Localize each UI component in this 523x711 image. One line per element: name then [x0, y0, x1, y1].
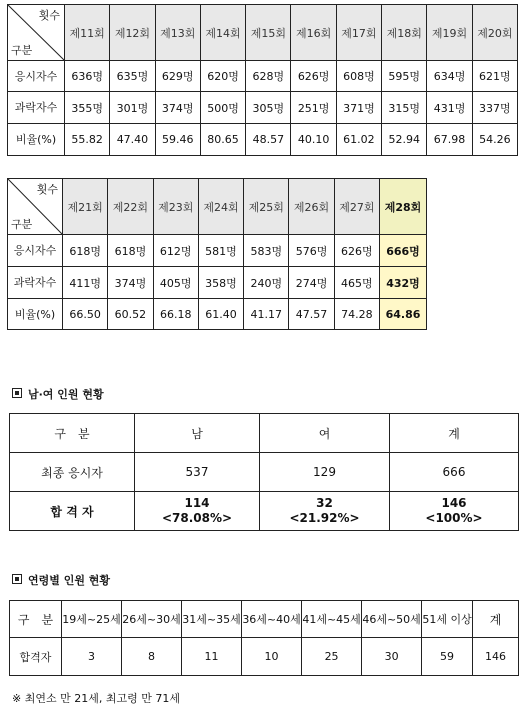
table-cell: 355명: [65, 92, 110, 124]
footnote: ※ 최연소 만 21세, 최고령 만 71세: [12, 692, 180, 705]
cell-percent: <21.92%>: [289, 511, 360, 525]
row-label: 합 격 자: [10, 492, 135, 531]
table-corner-cell: [8, 5, 65, 61]
table-cell: 465명: [334, 267, 379, 299]
table-cell: 500명: [200, 92, 245, 124]
table-cell: 618명: [108, 235, 153, 267]
table-cell: 636명: [65, 61, 110, 92]
column-header: 제14회: [200, 5, 245, 61]
row-label: 과락자수: [8, 267, 63, 299]
table-cell-highlight: 64.86: [379, 299, 426, 330]
table-cell: 30: [362, 638, 422, 676]
table-cell: 337명: [472, 92, 517, 124]
gender-section-title-text: 남·여 인원 현황: [28, 388, 104, 401]
row-label: 과락자수: [8, 92, 65, 124]
column-header: 제21회: [63, 179, 108, 235]
age-section-title-text: 연령별 인원 현황: [28, 574, 111, 587]
table-cell: 240명: [244, 267, 289, 299]
column-header-highlight: 제28회: [379, 179, 426, 235]
table-cell: 608명: [336, 61, 381, 92]
table-cell: [135, 492, 260, 531]
table-corner-cell: [8, 179, 63, 235]
column-header: 계: [473, 601, 519, 638]
table-row: [8, 124, 518, 156]
column-header: 구 분: [10, 601, 62, 638]
table-cell: 60.52: [108, 299, 153, 330]
row-label: 최종 응시자: [10, 453, 135, 492]
column-header: 제19회: [427, 5, 472, 61]
table-row: [10, 492, 519, 531]
column-header: 51세 이상: [422, 601, 473, 638]
cell-value: 32: [316, 496, 333, 510]
table-cell: 626명: [291, 61, 336, 92]
column-header: 19세~25세: [62, 601, 122, 638]
cell-value: 146: [441, 496, 467, 510]
table-cell: 40.10: [291, 124, 336, 156]
table-cell: 67.98: [427, 124, 472, 156]
table-cell: 618명: [63, 235, 108, 267]
column-header: 남: [135, 414, 260, 453]
corner-bottom-label: 구분: [11, 218, 33, 231]
table-cell: 405명: [153, 267, 198, 299]
table-cell: 80.65: [200, 124, 245, 156]
table-cell: 52.94: [382, 124, 427, 156]
column-header: 41세~45세: [302, 601, 362, 638]
table-cell: 628명: [246, 61, 291, 92]
table-row: [10, 638, 519, 676]
corner-bottom-label: 구분: [11, 44, 33, 57]
table-cell: 583명: [244, 235, 289, 267]
table-cell: 41.17: [244, 299, 289, 330]
age-table: [9, 600, 519, 676]
table-cell: 629명: [155, 61, 200, 92]
column-header: 제22회: [108, 179, 153, 235]
table-cell: 305명: [246, 92, 291, 124]
table-cell: 66.18: [153, 299, 198, 330]
table-cell: 129: [260, 453, 390, 492]
table-cell: 59.46: [155, 124, 200, 156]
column-header: 제26회: [289, 179, 334, 235]
table-cell: 10: [242, 638, 302, 676]
table-cell: 374명: [155, 92, 200, 124]
table-cell: 61.02: [336, 124, 381, 156]
table-row: [10, 453, 519, 492]
column-header: 여: [260, 414, 390, 453]
table-cell: 54.26: [472, 124, 517, 156]
column-header: 36세~40세: [242, 601, 302, 638]
table-cell: 411명: [63, 267, 108, 299]
table-cell: 66.50: [63, 299, 108, 330]
table-cell: 59: [422, 638, 473, 676]
table-row: [8, 267, 427, 299]
table-cell: 371명: [336, 92, 381, 124]
cell-percent: <78.08%>: [161, 511, 233, 525]
table-cell: 626명: [334, 235, 379, 267]
table-cell: 666: [390, 453, 519, 492]
table-cell: 47.40: [110, 124, 155, 156]
table-cell: 621명: [472, 61, 517, 92]
table-cell: 635명: [110, 61, 155, 92]
table-cell: 47.57: [289, 299, 334, 330]
exam-stats-table-1: [7, 4, 518, 156]
row-label: 응시자수: [8, 235, 63, 267]
column-header: 제12회: [110, 5, 155, 61]
table-cell: [260, 492, 390, 531]
table-cell: 61.40: [198, 299, 243, 330]
row-label: 응시자수: [8, 61, 65, 92]
corner-top-label: 횟수: [38, 9, 60, 22]
row-label: 합격자: [10, 638, 62, 676]
corner-top-label: 횟수: [36, 183, 58, 196]
column-header: 제11회: [65, 5, 110, 61]
table-cell: 274명: [289, 267, 334, 299]
column-header: 제24회: [198, 179, 243, 235]
cell-percent: <100%>: [425, 511, 483, 525]
table-cell: 634명: [427, 61, 472, 92]
column-header: 제20회: [472, 5, 517, 61]
table-cell-highlight: 666명: [379, 235, 426, 267]
column-header: 제17회: [336, 5, 381, 61]
table-row: [8, 299, 427, 330]
column-header: 계: [390, 414, 519, 453]
table-cell: 48.57: [246, 124, 291, 156]
row-label: 비율(%): [8, 299, 63, 330]
table-cell: 11: [182, 638, 242, 676]
table-cell: 581명: [198, 235, 243, 267]
table-cell: [390, 492, 519, 531]
table-cell: 358명: [198, 267, 243, 299]
column-header: 31세~35세: [182, 601, 242, 638]
age-section-title: [12, 572, 110, 588]
gender-table: [9, 413, 519, 531]
table-cell: 251명: [291, 92, 336, 124]
table-cell: 55.82: [65, 124, 110, 156]
table-cell: 74.28: [334, 299, 379, 330]
gender-section-title: [12, 386, 104, 402]
table-cell: 620명: [200, 61, 245, 92]
row-label: 비율(%): [8, 124, 65, 156]
table-cell: 595명: [382, 61, 427, 92]
table-cell: 3: [62, 638, 122, 676]
table-cell: 315명: [382, 92, 427, 124]
table-cell: 576명: [289, 235, 334, 267]
table-row: [10, 414, 519, 453]
column-header: 제18회: [382, 5, 427, 61]
table-cell: 537: [135, 453, 260, 492]
column-header: 구 분: [10, 414, 135, 453]
column-header: 제23회: [153, 179, 198, 235]
table-cell: 612명: [153, 235, 198, 267]
column-header: 제16회: [291, 5, 336, 61]
square-bullet-icon: [12, 388, 22, 398]
square-bullet-icon: [12, 574, 22, 584]
table-row: [8, 235, 427, 267]
table-cell: 431명: [427, 92, 472, 124]
column-header: 제27회: [334, 179, 379, 235]
column-header: 제15회: [246, 5, 291, 61]
table-row: [10, 601, 519, 638]
table-cell: 146: [473, 638, 519, 676]
table-cell: 8: [122, 638, 182, 676]
column-header: 제13회: [155, 5, 200, 61]
table-row: [8, 92, 518, 124]
table-row: [8, 61, 518, 92]
exam-stats-table-2: [7, 178, 427, 330]
cell-value: 114: [184, 496, 210, 510]
column-header: 46세~50세: [362, 601, 422, 638]
table-cell-highlight: 432명: [379, 267, 426, 299]
column-header: 제25회: [244, 179, 289, 235]
table-cell: 301명: [110, 92, 155, 124]
table-cell: 374명: [108, 267, 153, 299]
table-cell: 25: [302, 638, 362, 676]
column-header: 26세~30세: [122, 601, 182, 638]
